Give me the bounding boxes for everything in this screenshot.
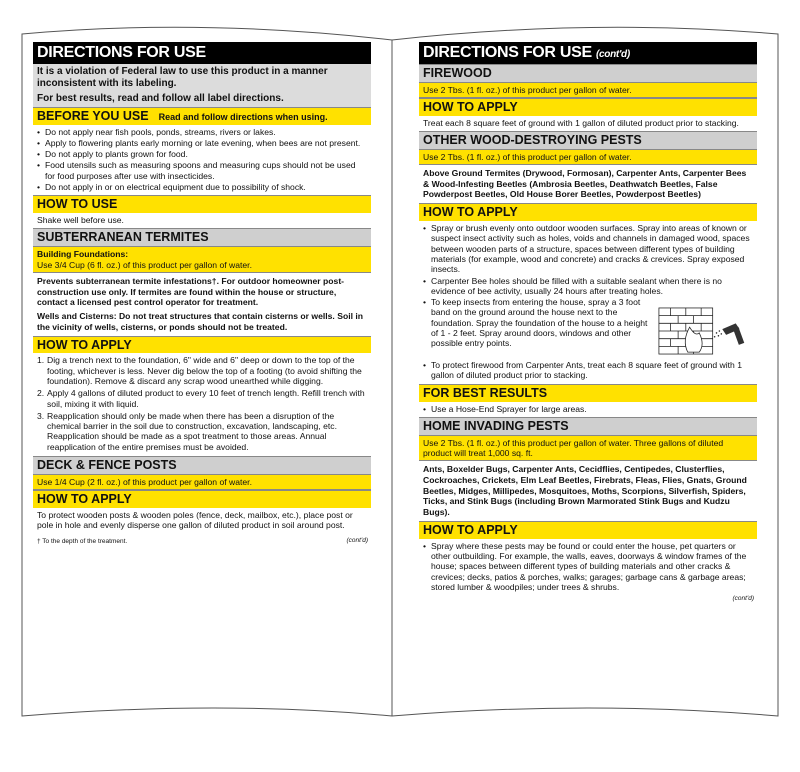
list-item: • Use a Hose-End Sprayer for large areas.	[423, 404, 753, 414]
footnote-text: † To the depth of the treatment.	[37, 537, 128, 545]
list-item: • Carpenter Bee holes should be filled with a suitable sealant when there is no evidence of bee activity, usually 24 hours after treating holes.	[423, 276, 753, 297]
list-item: • Spray where these pests may be found or could enter the house, pet quarters or other outbuilding. For example, the walls, eaves, doorways & window frames of the house; spaces between different types of building materials and other cracks & crevices; decks, patios & porches, walks; garages; garbage cans & garbage areas; stored lumber & woodpiles; under trees & shrubs.	[423, 541, 753, 593]
firewood-heading: FIREWOOD	[419, 64, 757, 83]
right-panel	[419, 42, 757, 642]
hose-end-sprayer-icon	[722, 323, 744, 345]
intro-violation: It is a violation of Federal law to use this product in a manner inconsistent with its labeling.	[37, 65, 328, 89]
prevents-text: Prevents subterranean termite infestations†. For outdoor homeowner post-construction use only. If termites are found within the house or structure, contact a licensed pest control operator for treatment.	[37, 275, 345, 308]
other-pests-rate: Use 2 Tbs. (1 fl. oz.) of this product per gallon of water.	[419, 150, 757, 165]
deck-fence-heading: DECK & FENCE POSTS	[33, 456, 371, 475]
image-row	[431, 297, 753, 359]
step-number: 1.	[37, 355, 45, 366]
list-item: • Spray or brush evenly onto outdoor wooden surfaces. Spray into areas of known or suspect insect activity such as holes, voids and channels in damaged wood, spaces between wooden parts of a structure, spaces between different types of building materials (for example, wood and concrete) and cracks & crevices. Spray exposed insects.	[423, 223, 753, 275]
building-label: Building Foundations:	[37, 249, 129, 260]
building-rate: Use 3/4 Cup (6 fl. oz.) of this product per gallon of water.	[37, 259, 252, 270]
right-title-suffix: (cont'd)	[596, 49, 630, 60]
step-text: Apply 4 gallons of diluted product to every 10 feet of trench length. Refill trench with soil, mixing it with liquid.	[47, 388, 365, 409]
step-number: 2.	[37, 388, 45, 399]
list-item: • Do not apply to plants grown for food.	[37, 149, 367, 159]
other-pests-heading: OTHER WOOD-DESTROYING PESTS	[419, 131, 757, 150]
home-invading-pests: Ants, Boxelder Bugs, Carpenter Ants, Cecidflies, Centipedes, Clusterflies, Cockroaches, Crickets, Elm Leaf Beetles, Firebrats, Fleas, Flies, Gnats, Ground Beetles, Midges, Millipedes, Mosquitoes, Moths, Scorpions, Silverfish, Spiders, Ticks, and Stink Bugs (including Brown Marmorated Stink Bugs and Kudzu Bugs).	[423, 464, 747, 518]
before-you-use-title: BEFORE YOU USE	[37, 108, 149, 123]
contd-label: (cont'd)	[732, 595, 754, 603]
how-to-apply-heading: HOW TO APPLY	[33, 490, 371, 508]
intro-best-results: For best results, read and follow all label directions.	[37, 92, 284, 104]
list-item	[37, 411, 367, 452]
subterranean-heading: SUBTERRANEAN TERMITES	[33, 228, 371, 247]
list-item	[423, 297, 753, 359]
before-you-use-subheading: Read and follow directions when using.	[158, 111, 328, 122]
right-title	[419, 42, 757, 64]
left-panel	[33, 42, 371, 622]
step-number: 3.	[37, 410, 45, 421]
home-apply-list	[419, 539, 757, 596]
list-item: • Food utensils such as measuring spoons and measuring cups should not be used for food purposes after use with insecticides.	[37, 160, 367, 181]
list-item	[37, 355, 367, 386]
list-item: • Do not apply near fish pools, ponds, streams, rivers or lakes.	[37, 127, 367, 137]
brick-wall-spray-icon	[657, 303, 753, 359]
best-results-list	[419, 402, 757, 417]
home-invading-rate: Use 2 Tbs. (1 fl. oz.) of this product per gallon of water. Three gallons of diluted product will treat 1,000 sq. ft.	[419, 436, 757, 462]
footnote	[33, 534, 371, 546]
home-invading-heading: HOME INVADING PESTS	[419, 417, 757, 436]
step-text: Dig a trench next to the foundation, 6" wide and 6" deep or down to the top of the footing, whichever is less. Never dig below the top of a footing (to avoid shifting the foundation). Remove & discard any scrap wood unearthed while digging.	[47, 355, 362, 386]
firewood-rate: Use 2 Tbs. (1 fl. oz.) of this product per gallon of water.	[419, 83, 757, 98]
trench-steps	[33, 353, 371, 456]
building-foundations-box	[33, 247, 371, 273]
wood-apply-list	[419, 221, 757, 384]
posts-text: To protect wooden posts & wooden poles (fence, deck, mailbox, etc.), place post or pole in hole and evenly disperse one gallon of diluted product in soil around post.	[37, 509, 353, 531]
how-to-apply-heading: HOW TO APPLY	[419, 98, 757, 116]
deck-rate: Use 1/4 Cup (2 fl. oz.) of this product per gallon of water.	[33, 475, 371, 490]
list-item	[37, 388, 367, 409]
how-to-use-heading: HOW TO USE	[33, 195, 371, 213]
before-you-use-heading	[33, 107, 371, 125]
list-item: • To protect firewood from Carpenter Ants, treat each 8 square feet of ground with 1 gallon of diluted product prior to stacking.	[423, 360, 753, 381]
best-results-heading: FOR BEST RESULTS	[419, 384, 757, 402]
intro-block	[33, 64, 371, 107]
how-to-use-text: Shake well before use.	[37, 215, 124, 226]
list-item: • Apply to flowering plants early morning or late evening, when bees are not present.	[37, 138, 367, 148]
step-text: Reapplication should only be made when there has been a disruption of the chemical barrier in the soil due to construction, excavation, landscaping, etc. Reapplication should be made as a spot treatment to those areas. Annual reapplication of the entire premises must be avoided.	[47, 410, 337, 452]
firewood-text: Treat each 8 square feet of ground with 1 gallon of diluted product prior to stacking.	[423, 117, 739, 128]
wells-text: Wells and Cisterns: Do not treat structures that contain cisterns or wells. Soil in the vicinity of wells, cisterns, or ponds should not be treated.	[37, 311, 363, 332]
before-you-use-list	[33, 125, 371, 196]
list-item: • Do not apply in or on electrical equipment due to possibility of shock.	[37, 182, 367, 192]
contd-label: (cont'd)	[346, 536, 368, 544]
foundation-spray-text: • To keep insects from entering the house, spray a 3 foot band on the ground around the house next to the foundation. Spray the foundation of the house to a height of 1 - 2 feet. Spray around doors, windows and other possible entry points.	[431, 297, 648, 349]
how-to-apply-heading: HOW TO APPLY	[419, 203, 757, 221]
right-title-text: DIRECTIONS FOR USE	[423, 44, 592, 61]
subterranean-notes	[33, 273, 371, 336]
other-pests-list: Above Ground Termites (Drywood, Formosan), Carpenter Ants, Carpenter Bees & Wood-Infesting Beetles (Ambrosia Beetles, Deathwatch Beetles, False Powderpost Beetles, Old House Borer Beetles, Powderpost Beetles)	[423, 167, 747, 200]
how-to-apply-heading: HOW TO APPLY	[33, 336, 371, 354]
how-to-apply-heading: HOW TO APPLY	[419, 521, 757, 539]
left-title: DIRECTIONS FOR USE	[33, 42, 371, 64]
